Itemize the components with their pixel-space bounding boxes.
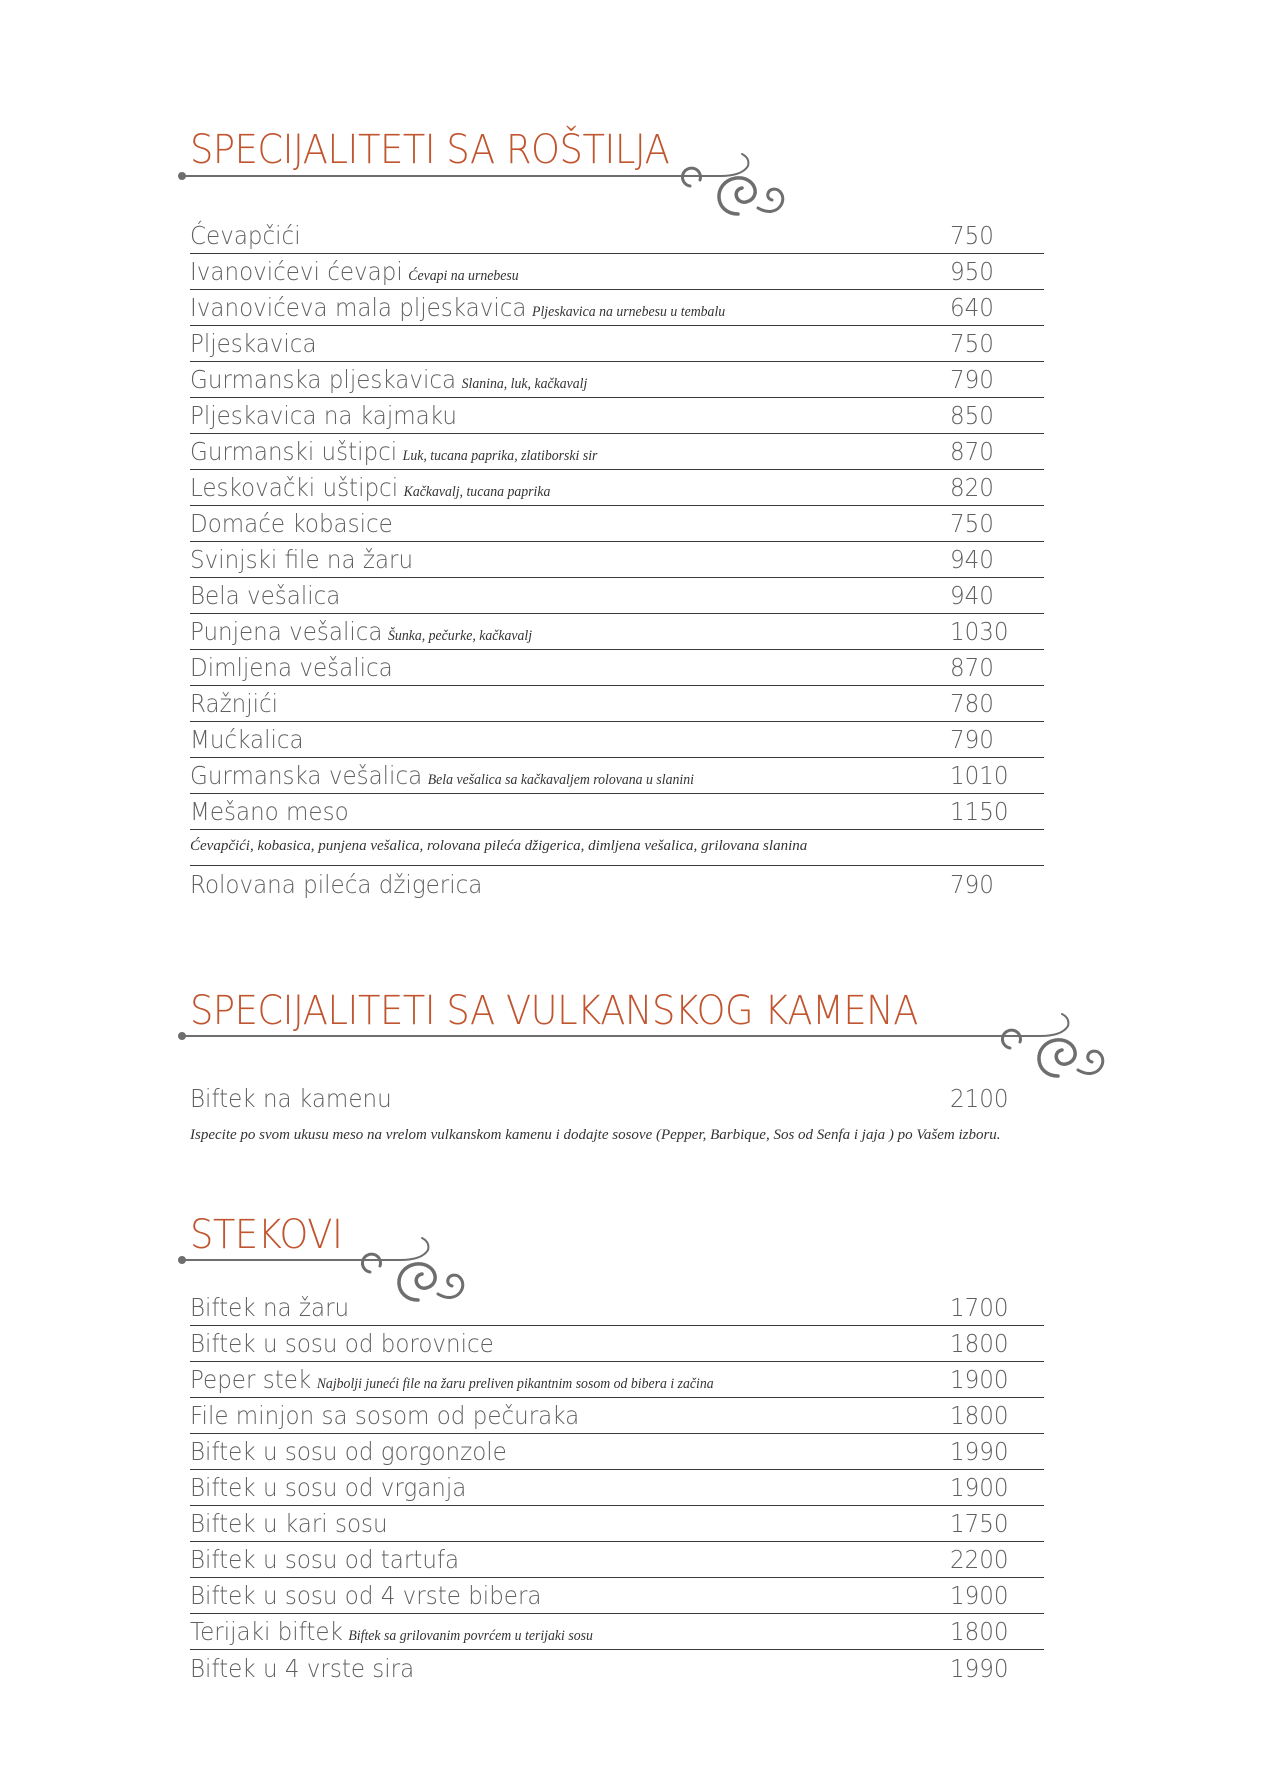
menu-item-price: 1900 (950, 1365, 1009, 1394)
menu-item-price: 940 (950, 545, 994, 574)
menu-item-price: 1900 (950, 1473, 1009, 1502)
menu-item-name-text: Bela vešalica (190, 581, 341, 610)
section-title-stone: SPECIJALITETI SA VULKANSKOG KAMENA (190, 988, 918, 1034)
menu-item-price: 1010 (950, 761, 1009, 790)
menu-item-row (190, 1398, 1044, 1434)
menu-item-name-text: Gurmanska vešalica (190, 761, 423, 790)
stone-note: Ispecite po svom ukusu meso na vrelom vulkanskom kamenu i dodajte sosove (Pepper, Barbique, Sos od Senfa i jaja ) po Vašem izboru. (190, 1127, 1001, 1143)
menu-item-price: 2200 (950, 1545, 1009, 1574)
menu-item-name-text: Biftek u sosu od gorgonzole (190, 1437, 507, 1466)
menu-item-row (190, 1614, 1044, 1650)
menu-item-price: 1990 (950, 1437, 1009, 1466)
menu-item-row (190, 1542, 1044, 1578)
menu-item-description: Ćevapi na urnebesu (408, 268, 519, 284)
menu-item-price: 1900 (950, 1581, 1009, 1610)
menu-item-name-text: Pljeskavica na kajmaku (190, 401, 457, 430)
menu-item-price: 820 (950, 473, 994, 502)
menu-item-price: 1700 (950, 1293, 1009, 1322)
menu-item-price: 790 (950, 870, 994, 899)
menu-item-name (190, 1581, 542, 1610)
menu-item-price: 1800 (950, 1329, 1009, 1358)
menu-item-name-text: Rolovana pileća džigerica (190, 870, 483, 899)
menu-item-description: Pljeskavica na urnebesu u tembalu (532, 304, 726, 320)
menu-item-row (190, 1326, 1044, 1362)
menu-item-name-text: Ivanovićevi ćevapi (190, 257, 403, 286)
menu-item-name-text: Domaće kobasice (190, 509, 393, 538)
menu-item-name-text: Ražnjići (190, 689, 279, 718)
menu-item-row (190, 1290, 1044, 1326)
menu-item-description: Luk, tucana paprika, zlatiborski sir (402, 448, 598, 464)
menu-item-name-text: Ivanovićeva mala pljeskavica (190, 293, 527, 322)
menu-item-name-text: Gurmanska pljeskavica (190, 365, 457, 394)
menu-item-name-text: Ćevapčići (190, 221, 301, 250)
menu-item-description: Biftek sa grilovanim povrćem u terijaki sosu (348, 1628, 593, 1644)
menu-item-name-text: Biftek u sosu od borovnice (190, 1329, 494, 1358)
menu-item-name-text: Biftek u sosu od 4 vrste bibera (190, 1581, 542, 1610)
menu-item-name-text: Biftek u 4 vrste sira (190, 1654, 415, 1683)
menu-item-name (190, 1617, 593, 1646)
menu-item-name-text: Mešano meso (190, 797, 349, 826)
menu-item-name-text: Biftek na žaru (190, 1293, 350, 1322)
menu-item-description: Najbolji juneći file na žaru preliven pikantnim sosom od bibera i začina (316, 1376, 714, 1392)
menu-item-price: 1800 (950, 1617, 1009, 1646)
section-title-steaks: STEKOVI (190, 1212, 343, 1258)
menu-item-row (190, 1470, 1044, 1506)
menu-item-row (190, 1362, 1044, 1398)
menu-item-name-text: Leskovački uštipci (190, 473, 399, 502)
menu-item-price: 750 (950, 329, 994, 358)
menu-item-name-text: Punjena vešalica (190, 617, 383, 646)
menu-item-price: 850 (950, 401, 994, 430)
menu-item-price: 870 (950, 437, 994, 466)
menu-item-name-text: Biftek u kari sosu (190, 1509, 388, 1538)
menu-item-name-text: Biftek na kamenu (190, 1084, 392, 1113)
menu-item-description: Slanina, luk, kačkavalj (461, 376, 588, 392)
menu-item-name-text: Biftek u sosu od vrganja (190, 1473, 467, 1502)
menu-item-description: Šunka, pečurke, kačkavalj (388, 628, 533, 644)
menu-item-description: Bela vešalica sa kačkavaljem rolovana u slanini (427, 772, 694, 788)
menu-item-name-text: Gurmanski uštipci (190, 437, 398, 466)
menu-item-price: 950 (950, 257, 994, 286)
menu-item-price: 1750 (950, 1509, 1009, 1538)
menu-list-steaks (190, 1290, 1044, 1686)
menu-item-name-text: Svinjski file na žaru (190, 545, 414, 574)
menu-item-price: 640 (950, 293, 994, 322)
menu-item-name-text: File minjon sa sosom od pečuraka (190, 1401, 580, 1430)
menu-item-price: 870 (950, 653, 994, 682)
menu-item-name (190, 1293, 349, 1322)
menu-item-name-text: Biftek u sosu od tartufa (190, 1545, 460, 1574)
menu-item-row (190, 1506, 1044, 1542)
menu-item-price: 2100 (950, 1084, 1009, 1113)
menu-item-name (190, 1473, 466, 1502)
menu-item-price: 750 (950, 509, 994, 538)
mixed-meat-note: Ćevapčići, kobasica, punjena vešalica, rolovana pileća džigerica, dimljena vešalica, grilovana slanina (190, 838, 808, 854)
menu-item-name (190, 1401, 579, 1430)
menu-item-name (190, 1545, 459, 1574)
menu-item-row (190, 1434, 1044, 1470)
menu-item-price: 1800 (950, 1401, 1009, 1430)
menu-item-price: 1030 (950, 617, 1009, 646)
menu-item-price: 790 (950, 725, 994, 754)
menu-item-name (190, 1365, 714, 1394)
menu-item-name (190, 1509, 388, 1538)
menu-item-price: 780 (950, 689, 994, 718)
menu-item-name-text: Mućkalica (190, 725, 304, 754)
menu-item-price: 790 (950, 365, 994, 394)
menu-item-row (190, 1650, 1044, 1686)
menu-item-price: 940 (950, 581, 994, 610)
menu-item-price: 1150 (950, 797, 1009, 826)
menu-item-name-text: Dimljena vešalica (190, 653, 393, 682)
menu-item-price: 1990 (950, 1654, 1009, 1683)
section-title-grill: SPECIJALITETI SA ROŠTILJA (190, 127, 670, 173)
menu-item-name (190, 1654, 414, 1683)
menu-item-name (190, 1437, 507, 1466)
menu-item-price: 750 (950, 221, 994, 250)
menu-item-description: Kačkavalj, tucana paprika (403, 484, 551, 500)
menu-item-name-text: Terijaki biftek (190, 1617, 343, 1646)
menu-item-row (190, 1578, 1044, 1614)
menu-item-name (190, 1329, 494, 1358)
menu-item-name-text: Peper stek (190, 1365, 312, 1394)
menu-item-name-text: Pljeskavica (190, 329, 317, 358)
